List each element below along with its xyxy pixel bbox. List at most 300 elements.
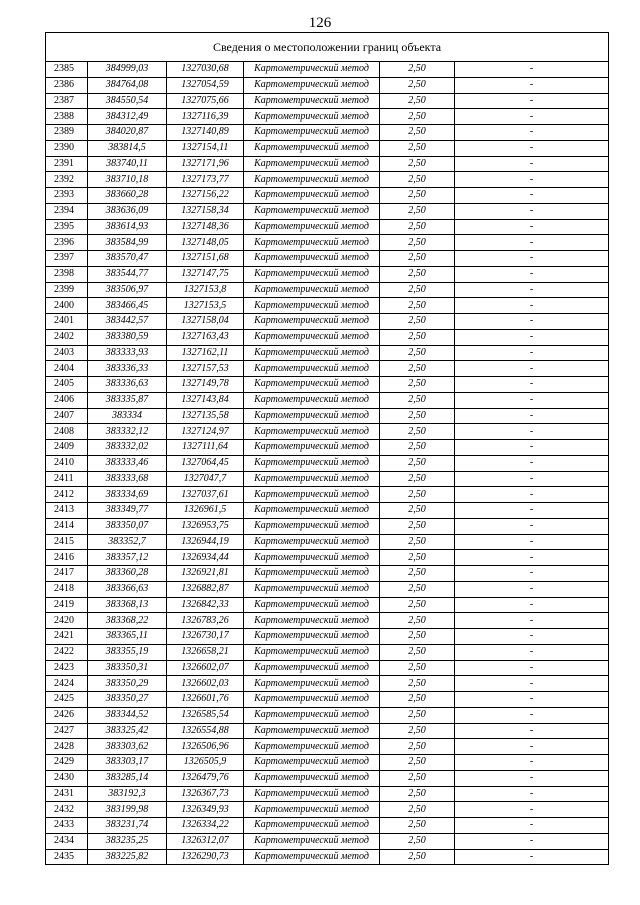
accuracy-cell: 2,50 bbox=[380, 534, 455, 550]
page-number: 126 bbox=[308, 15, 332, 31]
accuracy-cell: 2,50 bbox=[380, 770, 455, 786]
y-coordinate-cell: 1326934,44 bbox=[167, 550, 244, 566]
description-cell: - bbox=[455, 629, 609, 645]
point-number-cell: 2396 bbox=[46, 235, 88, 251]
accuracy-cell: 2,50 bbox=[380, 849, 455, 865]
description-cell: - bbox=[455, 723, 609, 739]
method-cell: Картометрический метод bbox=[244, 755, 380, 771]
point-number-cell: 2407 bbox=[46, 408, 88, 424]
point-number-cell: 2409 bbox=[46, 440, 88, 456]
y-coordinate-cell: 1326367,73 bbox=[167, 786, 244, 802]
accuracy-cell: 2,50 bbox=[380, 266, 455, 282]
point-number-cell: 2415 bbox=[46, 534, 88, 550]
y-coordinate-cell: 1327153,8 bbox=[167, 282, 244, 298]
x-coordinate-cell: 383570,47 bbox=[88, 251, 167, 267]
description-cell: - bbox=[455, 581, 609, 597]
accuracy-cell: 2,50 bbox=[380, 692, 455, 708]
x-coordinate-cell: 383349,77 bbox=[88, 503, 167, 519]
method-cell: Картометрический метод bbox=[244, 408, 380, 424]
method-cell: Картометрический метод bbox=[244, 471, 380, 487]
accuracy-cell: 2,50 bbox=[380, 392, 455, 408]
method-cell: Картометрический метод bbox=[244, 424, 380, 440]
y-coordinate-cell: 1327163,43 bbox=[167, 329, 244, 345]
x-coordinate-cell: 383368,22 bbox=[88, 613, 167, 629]
y-coordinate-cell: 1327047,7 bbox=[167, 471, 244, 487]
description-cell: - bbox=[455, 361, 609, 377]
accuracy-cell: 2,50 bbox=[380, 314, 455, 330]
table-row bbox=[46, 833, 609, 849]
table-row bbox=[46, 581, 609, 597]
point-number-cell: 2386 bbox=[46, 77, 88, 93]
table-row bbox=[46, 361, 609, 377]
table-row bbox=[46, 93, 609, 109]
description-cell: - bbox=[455, 329, 609, 345]
table-row bbox=[46, 707, 609, 723]
point-number-cell: 2424 bbox=[46, 676, 88, 692]
point-number-cell: 2404 bbox=[46, 361, 88, 377]
description-cell: - bbox=[455, 93, 609, 109]
y-coordinate-cell: 1327171,96 bbox=[167, 156, 244, 172]
x-coordinate-cell: 383660,28 bbox=[88, 188, 167, 204]
method-cell: Картометрический метод bbox=[244, 361, 380, 377]
x-coordinate-cell: 383350,29 bbox=[88, 676, 167, 692]
table-row bbox=[46, 566, 609, 582]
accuracy-cell: 2,50 bbox=[380, 581, 455, 597]
accuracy-cell: 2,50 bbox=[380, 707, 455, 723]
table-title-row bbox=[46, 33, 609, 62]
method-cell: Картометрический метод bbox=[244, 392, 380, 408]
table-row bbox=[46, 471, 609, 487]
description-cell: - bbox=[455, 188, 609, 204]
method-cell: Картометрический метод bbox=[244, 660, 380, 676]
method-cell: Картометрический метод bbox=[244, 802, 380, 818]
x-coordinate-cell: 383506,97 bbox=[88, 282, 167, 298]
point-number-cell: 2429 bbox=[46, 755, 88, 771]
y-coordinate-cell: 1326961,5 bbox=[167, 503, 244, 519]
method-cell: Картометрический метод bbox=[244, 707, 380, 723]
y-coordinate-cell: 1327148,36 bbox=[167, 219, 244, 235]
method-cell: Картометрический метод bbox=[244, 125, 380, 141]
y-coordinate-cell: 1326505,9 bbox=[167, 755, 244, 771]
table-row bbox=[46, 770, 609, 786]
x-coordinate-cell: 383350,31 bbox=[88, 660, 167, 676]
table-row bbox=[46, 408, 609, 424]
point-number-cell: 2400 bbox=[46, 298, 88, 314]
point-number-cell: 2406 bbox=[46, 392, 88, 408]
point-number-cell: 2421 bbox=[46, 629, 88, 645]
method-cell: Картометрический метод bbox=[244, 739, 380, 755]
table-row bbox=[46, 692, 609, 708]
description-cell: - bbox=[455, 818, 609, 834]
y-coordinate-cell: 1326602,07 bbox=[167, 660, 244, 676]
method-cell: Картометрический метод bbox=[244, 692, 380, 708]
description-cell: - bbox=[455, 282, 609, 298]
table-title: Сведения о местоположении границ объекта bbox=[46, 33, 609, 62]
table-row bbox=[46, 282, 609, 298]
accuracy-cell: 2,50 bbox=[380, 203, 455, 219]
x-coordinate-cell: 383365,11 bbox=[88, 629, 167, 645]
x-coordinate-cell: 384312,49 bbox=[88, 109, 167, 125]
description-cell: - bbox=[455, 770, 609, 786]
method-cell: Картометрический метод bbox=[244, 109, 380, 125]
y-coordinate-cell: 1326290,73 bbox=[167, 849, 244, 865]
x-coordinate-cell: 383333,68 bbox=[88, 471, 167, 487]
method-cell: Картометрический метод bbox=[244, 140, 380, 156]
x-coordinate-cell: 383584,99 bbox=[88, 235, 167, 251]
method-cell: Картометрический метод bbox=[244, 314, 380, 330]
x-coordinate-cell: 383303,62 bbox=[88, 739, 167, 755]
table-row bbox=[46, 550, 609, 566]
method-cell: Картометрический метод bbox=[244, 518, 380, 534]
y-coordinate-cell: 1327111,64 bbox=[167, 440, 244, 456]
x-coordinate-cell: 384550,54 bbox=[88, 93, 167, 109]
point-number-cell: 2431 bbox=[46, 786, 88, 802]
description-cell: - bbox=[455, 786, 609, 802]
description-cell: - bbox=[455, 266, 609, 282]
x-coordinate-cell: 384999,03 bbox=[88, 62, 167, 78]
method-cell: Картометрический метод bbox=[244, 219, 380, 235]
point-number-cell: 2419 bbox=[46, 597, 88, 613]
table-row bbox=[46, 518, 609, 534]
accuracy-cell: 2,50 bbox=[380, 440, 455, 456]
x-coordinate-cell: 383285,14 bbox=[88, 770, 167, 786]
point-number-cell: 2416 bbox=[46, 550, 88, 566]
point-number-cell: 2397 bbox=[46, 251, 88, 267]
table-row bbox=[46, 487, 609, 503]
accuracy-cell: 2,50 bbox=[380, 377, 455, 393]
x-coordinate-cell: 383332,12 bbox=[88, 424, 167, 440]
x-coordinate-cell: 383355,19 bbox=[88, 644, 167, 660]
accuracy-cell: 2,50 bbox=[380, 802, 455, 818]
table-row bbox=[46, 660, 609, 676]
point-number-cell: 2414 bbox=[46, 518, 88, 534]
accuracy-cell: 2,50 bbox=[380, 77, 455, 93]
accuracy-cell: 2,50 bbox=[380, 613, 455, 629]
method-cell: Картометрический метод bbox=[244, 676, 380, 692]
description-cell: - bbox=[455, 802, 609, 818]
point-number-cell: 2390 bbox=[46, 140, 88, 156]
x-coordinate-cell: 384020,87 bbox=[88, 125, 167, 141]
y-coordinate-cell: 1326312,07 bbox=[167, 833, 244, 849]
x-coordinate-cell: 383350,27 bbox=[88, 692, 167, 708]
y-coordinate-cell: 1327054,59 bbox=[167, 77, 244, 93]
x-coordinate-cell: 383336,63 bbox=[88, 377, 167, 393]
accuracy-cell: 2,50 bbox=[380, 676, 455, 692]
accuracy-cell: 2,50 bbox=[380, 518, 455, 534]
description-cell: - bbox=[455, 219, 609, 235]
point-number-cell: 2403 bbox=[46, 345, 88, 361]
table-row bbox=[46, 849, 609, 865]
point-number-cell: 2405 bbox=[46, 377, 88, 393]
x-coordinate-cell: 383352,7 bbox=[88, 534, 167, 550]
description-cell: - bbox=[455, 140, 609, 156]
point-number-cell: 2428 bbox=[46, 739, 88, 755]
point-number-cell: 2399 bbox=[46, 282, 88, 298]
method-cell: Картометрический метод bbox=[244, 833, 380, 849]
table-row bbox=[46, 298, 609, 314]
table-row bbox=[46, 377, 609, 393]
description-cell: - bbox=[455, 566, 609, 582]
accuracy-cell: 2,50 bbox=[380, 503, 455, 519]
x-coordinate-cell: 383235,25 bbox=[88, 833, 167, 849]
method-cell: Картометрический метод bbox=[244, 534, 380, 550]
table-row bbox=[46, 125, 609, 141]
x-coordinate-cell: 383333,93 bbox=[88, 345, 167, 361]
description-cell: - bbox=[455, 314, 609, 330]
description-cell: - bbox=[455, 424, 609, 440]
accuracy-cell: 2,50 bbox=[380, 786, 455, 802]
point-number-cell: 2434 bbox=[46, 833, 88, 849]
description-cell: - bbox=[455, 440, 609, 456]
y-coordinate-cell: 1326554,88 bbox=[167, 723, 244, 739]
x-coordinate-cell: 383199,98 bbox=[88, 802, 167, 818]
accuracy-cell: 2,50 bbox=[380, 345, 455, 361]
table-row bbox=[46, 109, 609, 125]
method-cell: Картометрический метод bbox=[244, 818, 380, 834]
point-number-cell: 2420 bbox=[46, 613, 88, 629]
description-cell: - bbox=[455, 676, 609, 692]
method-cell: Картометрический метод bbox=[244, 581, 380, 597]
method-cell: Картометрический метод bbox=[244, 298, 380, 314]
description-cell: - bbox=[455, 550, 609, 566]
point-number-cell: 2432 bbox=[46, 802, 88, 818]
x-coordinate-cell: 383350,07 bbox=[88, 518, 167, 534]
x-coordinate-cell: 384764,08 bbox=[88, 77, 167, 93]
x-coordinate-cell: 383740,11 bbox=[88, 156, 167, 172]
point-number-cell: 2426 bbox=[46, 707, 88, 723]
accuracy-cell: 2,50 bbox=[380, 424, 455, 440]
y-coordinate-cell: 1326953,75 bbox=[167, 518, 244, 534]
table-row bbox=[46, 219, 609, 235]
table-row bbox=[46, 503, 609, 519]
table-row bbox=[46, 314, 609, 330]
accuracy-cell: 2,50 bbox=[380, 644, 455, 660]
accuracy-cell: 2,50 bbox=[380, 487, 455, 503]
method-cell: Картометрический метод bbox=[244, 613, 380, 629]
x-coordinate-cell: 383303,17 bbox=[88, 755, 167, 771]
table-row bbox=[46, 392, 609, 408]
accuracy-cell: 2,50 bbox=[380, 298, 455, 314]
table-row bbox=[46, 140, 609, 156]
accuracy-cell: 2,50 bbox=[380, 818, 455, 834]
description-cell: - bbox=[455, 455, 609, 471]
description-cell: - bbox=[455, 77, 609, 93]
y-coordinate-cell: 1327158,04 bbox=[167, 314, 244, 330]
description-cell: - bbox=[455, 849, 609, 865]
point-number-cell: 2394 bbox=[46, 203, 88, 219]
method-cell: Картометрический метод bbox=[244, 550, 380, 566]
table-row bbox=[46, 723, 609, 739]
table-row bbox=[46, 786, 609, 802]
point-number-cell: 2395 bbox=[46, 219, 88, 235]
table-row bbox=[46, 62, 609, 78]
accuracy-cell: 2,50 bbox=[380, 62, 455, 78]
boundary-coordinates-table bbox=[45, 32, 609, 865]
x-coordinate-cell: 383710,18 bbox=[88, 172, 167, 188]
description-cell: - bbox=[455, 109, 609, 125]
table-row bbox=[46, 251, 609, 267]
y-coordinate-cell: 1327037,61 bbox=[167, 487, 244, 503]
point-number-cell: 2430 bbox=[46, 770, 88, 786]
description-cell: - bbox=[455, 156, 609, 172]
y-coordinate-cell: 1326882,87 bbox=[167, 581, 244, 597]
point-number-cell: 2418 bbox=[46, 581, 88, 597]
method-cell: Картометрический метод bbox=[244, 77, 380, 93]
y-coordinate-cell: 1326601,76 bbox=[167, 692, 244, 708]
y-coordinate-cell: 1327151,68 bbox=[167, 251, 244, 267]
x-coordinate-cell: 383334,69 bbox=[88, 487, 167, 503]
description-cell: - bbox=[455, 125, 609, 141]
method-cell: Картометрический метод bbox=[244, 172, 380, 188]
description-cell: - bbox=[455, 172, 609, 188]
x-coordinate-cell: 383325,42 bbox=[88, 723, 167, 739]
x-coordinate-cell: 383225,82 bbox=[88, 849, 167, 865]
y-coordinate-cell: 1327075,66 bbox=[167, 93, 244, 109]
accuracy-cell: 2,50 bbox=[380, 235, 455, 251]
y-coordinate-cell: 1327116,39 bbox=[167, 109, 244, 125]
accuracy-cell: 2,50 bbox=[380, 833, 455, 849]
accuracy-cell: 2,50 bbox=[380, 361, 455, 377]
accuracy-cell: 2,50 bbox=[380, 140, 455, 156]
x-coordinate-cell: 383360,28 bbox=[88, 566, 167, 582]
x-coordinate-cell: 383231,74 bbox=[88, 818, 167, 834]
method-cell: Картометрический метод bbox=[244, 629, 380, 645]
table-row bbox=[46, 172, 609, 188]
table-row bbox=[46, 455, 609, 471]
description-cell: - bbox=[455, 613, 609, 629]
y-coordinate-cell: 1326349,93 bbox=[167, 802, 244, 818]
accuracy-cell: 2,50 bbox=[380, 251, 455, 267]
y-coordinate-cell: 1326506,96 bbox=[167, 739, 244, 755]
x-coordinate-cell: 383814,5 bbox=[88, 140, 167, 156]
table-row bbox=[46, 188, 609, 204]
method-cell: Картометрический метод bbox=[244, 440, 380, 456]
table-row bbox=[46, 597, 609, 613]
table-row bbox=[46, 440, 609, 456]
table-row bbox=[46, 534, 609, 550]
y-coordinate-cell: 1327064,45 bbox=[167, 455, 244, 471]
table-row bbox=[46, 345, 609, 361]
y-coordinate-cell: 1326479,76 bbox=[167, 770, 244, 786]
y-coordinate-cell: 1327173,77 bbox=[167, 172, 244, 188]
method-cell: Картометрический метод bbox=[244, 455, 380, 471]
x-coordinate-cell: 383614,93 bbox=[88, 219, 167, 235]
method-cell: Картометрический метод bbox=[244, 345, 380, 361]
x-coordinate-cell: 383336,33 bbox=[88, 361, 167, 377]
accuracy-cell: 2,50 bbox=[380, 282, 455, 298]
description-cell: - bbox=[455, 392, 609, 408]
method-cell: Картометрический метод bbox=[244, 644, 380, 660]
accuracy-cell: 2,50 bbox=[380, 629, 455, 645]
description-cell: - bbox=[455, 692, 609, 708]
point-number-cell: 2401 bbox=[46, 314, 88, 330]
accuracy-cell: 2,50 bbox=[380, 550, 455, 566]
method-cell: Картометрический метод bbox=[244, 62, 380, 78]
table-row bbox=[46, 676, 609, 692]
description-cell: - bbox=[455, 707, 609, 723]
description-cell: - bbox=[455, 518, 609, 534]
y-coordinate-cell: 1327124,97 bbox=[167, 424, 244, 440]
y-coordinate-cell: 1327157,53 bbox=[167, 361, 244, 377]
method-cell: Картометрический метод bbox=[244, 156, 380, 172]
table-row bbox=[46, 203, 609, 219]
y-coordinate-cell: 1326585,54 bbox=[167, 707, 244, 723]
table-row bbox=[46, 613, 609, 629]
table-row bbox=[46, 329, 609, 345]
accuracy-cell: 2,50 bbox=[380, 755, 455, 771]
y-coordinate-cell: 1326921,81 bbox=[167, 566, 244, 582]
accuracy-cell: 2,50 bbox=[380, 455, 455, 471]
y-coordinate-cell: 1327135,58 bbox=[167, 408, 244, 424]
table-row bbox=[46, 424, 609, 440]
method-cell: Картометрический метод bbox=[244, 786, 380, 802]
table-row bbox=[46, 235, 609, 251]
table-row bbox=[46, 156, 609, 172]
y-coordinate-cell: 1327162,11 bbox=[167, 345, 244, 361]
accuracy-cell: 2,50 bbox=[380, 125, 455, 141]
method-cell: Картометрический метод bbox=[244, 329, 380, 345]
y-coordinate-cell: 1327153,5 bbox=[167, 298, 244, 314]
point-number-cell: 2423 bbox=[46, 660, 88, 676]
method-cell: Картометрический метод bbox=[244, 597, 380, 613]
point-number-cell: 2385 bbox=[46, 62, 88, 78]
method-cell: Картометрический метод bbox=[244, 203, 380, 219]
description-cell: - bbox=[455, 487, 609, 503]
method-cell: Картометрический метод bbox=[244, 282, 380, 298]
accuracy-cell: 2,50 bbox=[380, 739, 455, 755]
method-cell: Картометрический метод bbox=[244, 487, 380, 503]
x-coordinate-cell: 383368,13 bbox=[88, 597, 167, 613]
y-coordinate-cell: 1327154,11 bbox=[167, 140, 244, 156]
point-number-cell: 2398 bbox=[46, 266, 88, 282]
method-cell: Картометрический метод bbox=[244, 188, 380, 204]
description-cell: - bbox=[455, 534, 609, 550]
x-coordinate-cell: 383544,77 bbox=[88, 266, 167, 282]
y-coordinate-cell: 1326602,03 bbox=[167, 676, 244, 692]
accuracy-cell: 2,50 bbox=[380, 156, 455, 172]
method-cell: Картометрический метод bbox=[244, 377, 380, 393]
description-cell: - bbox=[455, 503, 609, 519]
description-cell: - bbox=[455, 739, 609, 755]
method-cell: Картометрический метод bbox=[244, 770, 380, 786]
accuracy-cell: 2,50 bbox=[380, 723, 455, 739]
y-coordinate-cell: 1326783,26 bbox=[167, 613, 244, 629]
accuracy-cell: 2,50 bbox=[380, 597, 455, 613]
description-cell: - bbox=[455, 755, 609, 771]
x-coordinate-cell: 383466,45 bbox=[88, 298, 167, 314]
description-cell: - bbox=[455, 644, 609, 660]
accuracy-cell: 2,50 bbox=[380, 471, 455, 487]
point-number-cell: 2412 bbox=[46, 487, 88, 503]
y-coordinate-cell: 1326658,21 bbox=[167, 644, 244, 660]
point-number-cell: 2413 bbox=[46, 503, 88, 519]
y-coordinate-cell: 1327143,84 bbox=[167, 392, 244, 408]
y-coordinate-cell: 1327149,78 bbox=[167, 377, 244, 393]
point-number-cell: 2427 bbox=[46, 723, 88, 739]
point-number-cell: 2389 bbox=[46, 125, 88, 141]
table-row bbox=[46, 644, 609, 660]
method-cell: Картометрический метод bbox=[244, 251, 380, 267]
table-row bbox=[46, 739, 609, 755]
y-coordinate-cell: 1327156,22 bbox=[167, 188, 244, 204]
method-cell: Картометрический метод bbox=[244, 723, 380, 739]
y-coordinate-cell: 1327147,75 bbox=[167, 266, 244, 282]
point-number-cell: 2387 bbox=[46, 93, 88, 109]
method-cell: Картометрический метод bbox=[244, 849, 380, 865]
x-coordinate-cell: 383357,12 bbox=[88, 550, 167, 566]
accuracy-cell: 2,50 bbox=[380, 408, 455, 424]
point-number-cell: 2433 bbox=[46, 818, 88, 834]
